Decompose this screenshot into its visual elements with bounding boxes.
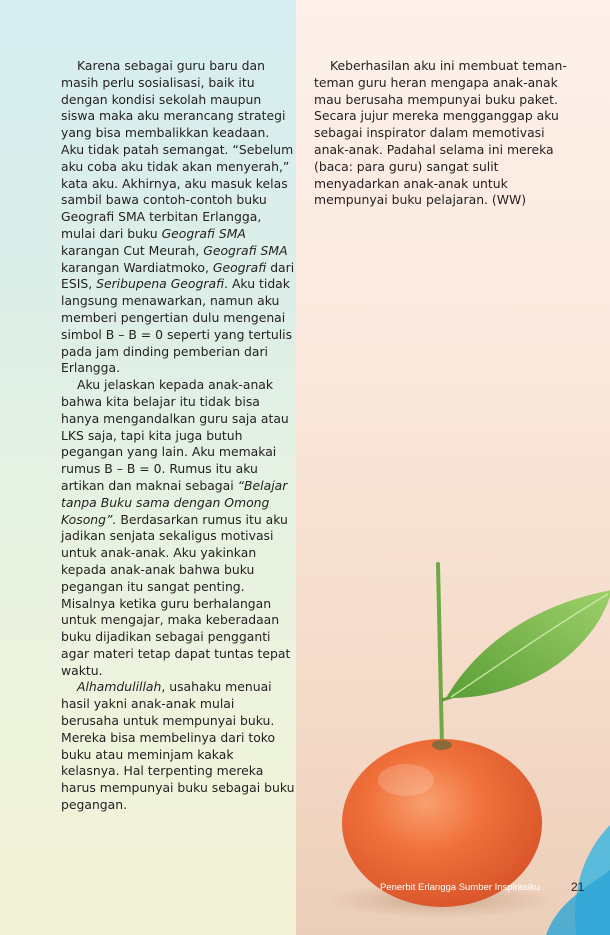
left-text-column	[61, 58, 295, 814]
page-number: 21	[571, 880, 585, 894]
paragraph-3: Alhamdulillah, usahaku menuai hasil yakni anak-anak mulai berusaha untuk mempunyai buku. Mereka bisa membelinya dari toko buku atau meminjam kakak kelasnya. Hal terpenting mereka harus mempunyai buku sebagai buku pegangan.	[61, 679, 295, 813]
paragraph-2: Aku jelaskan kepada anak-anak bahwa kita belajar itu tidak bisa hanya mengandalkan guru saja atau LKS saja, tapi kita juga butuh pegangan yang lain. Aku memakai rumus B – B = 0. Rumus itu aku artikan dan maknai sebagai “Belajar tanpa Buku sama dengan Omong Kosong”. Berdasarkan rumus itu aku jadikan senjata sekaligus motivasi untuk anak-anak. Aku yakinkan kepada anak-anak bahwa buku pegangan itu sangat penting. Misalnya ketika guru berhalangan untuk mengajar, maka keberadaan buku dijadikan sebagai pengganti agar materi tetap dapat tuntas tepat waktu.	[61, 377, 291, 678]
paragraph-4: Keberhasilan aku ini membuat teman-teman guru heran mengapa anak-anak mau berusaha mempunyai buku paket. Secara jujur mereka mengganggap aku sebagai inspirator dalam memotivasi anak-anak. Padahal selama ini mereka (baca: para guru) sangat sulit menyadarkan anak-anak untuk mempunyai buku pelajaran. (WW)	[314, 58, 567, 208]
paragraph-1: Karena sebagai guru baru dan masih perlu sosialisasi, baik itu dengan kondisi sekolah maupun siswa maka aku merancang strategi yang bisa membalikkan keadaan. Aku tidak patah semangat. “Sebelum aku coba aku tidak akan menyerah,” kata aku. Akhirnya, aku masuk kelas sambil bawa contoh-contoh buku Geografi SMA terbitan Erlangga, mulai dari buku Geografi SMA karangan Cut Meurah, Geografi SMA karangan Wardiatmoko, Geografi dari ESIS, Seribupena Geografi. Aku tidak langsung menawarkan, namun aku memberi pengertian dulu mengenai simbol B – B = 0 seperti yang tertulis pada jam dinding pemberian dari Erlangga.	[61, 58, 295, 376]
right-text-column	[314, 58, 576, 209]
publisher-tagline: Penerbit Erlangga Sumber Inspirasiku	[380, 882, 541, 893]
orange-with-leaf-icon	[296, 540, 610, 935]
